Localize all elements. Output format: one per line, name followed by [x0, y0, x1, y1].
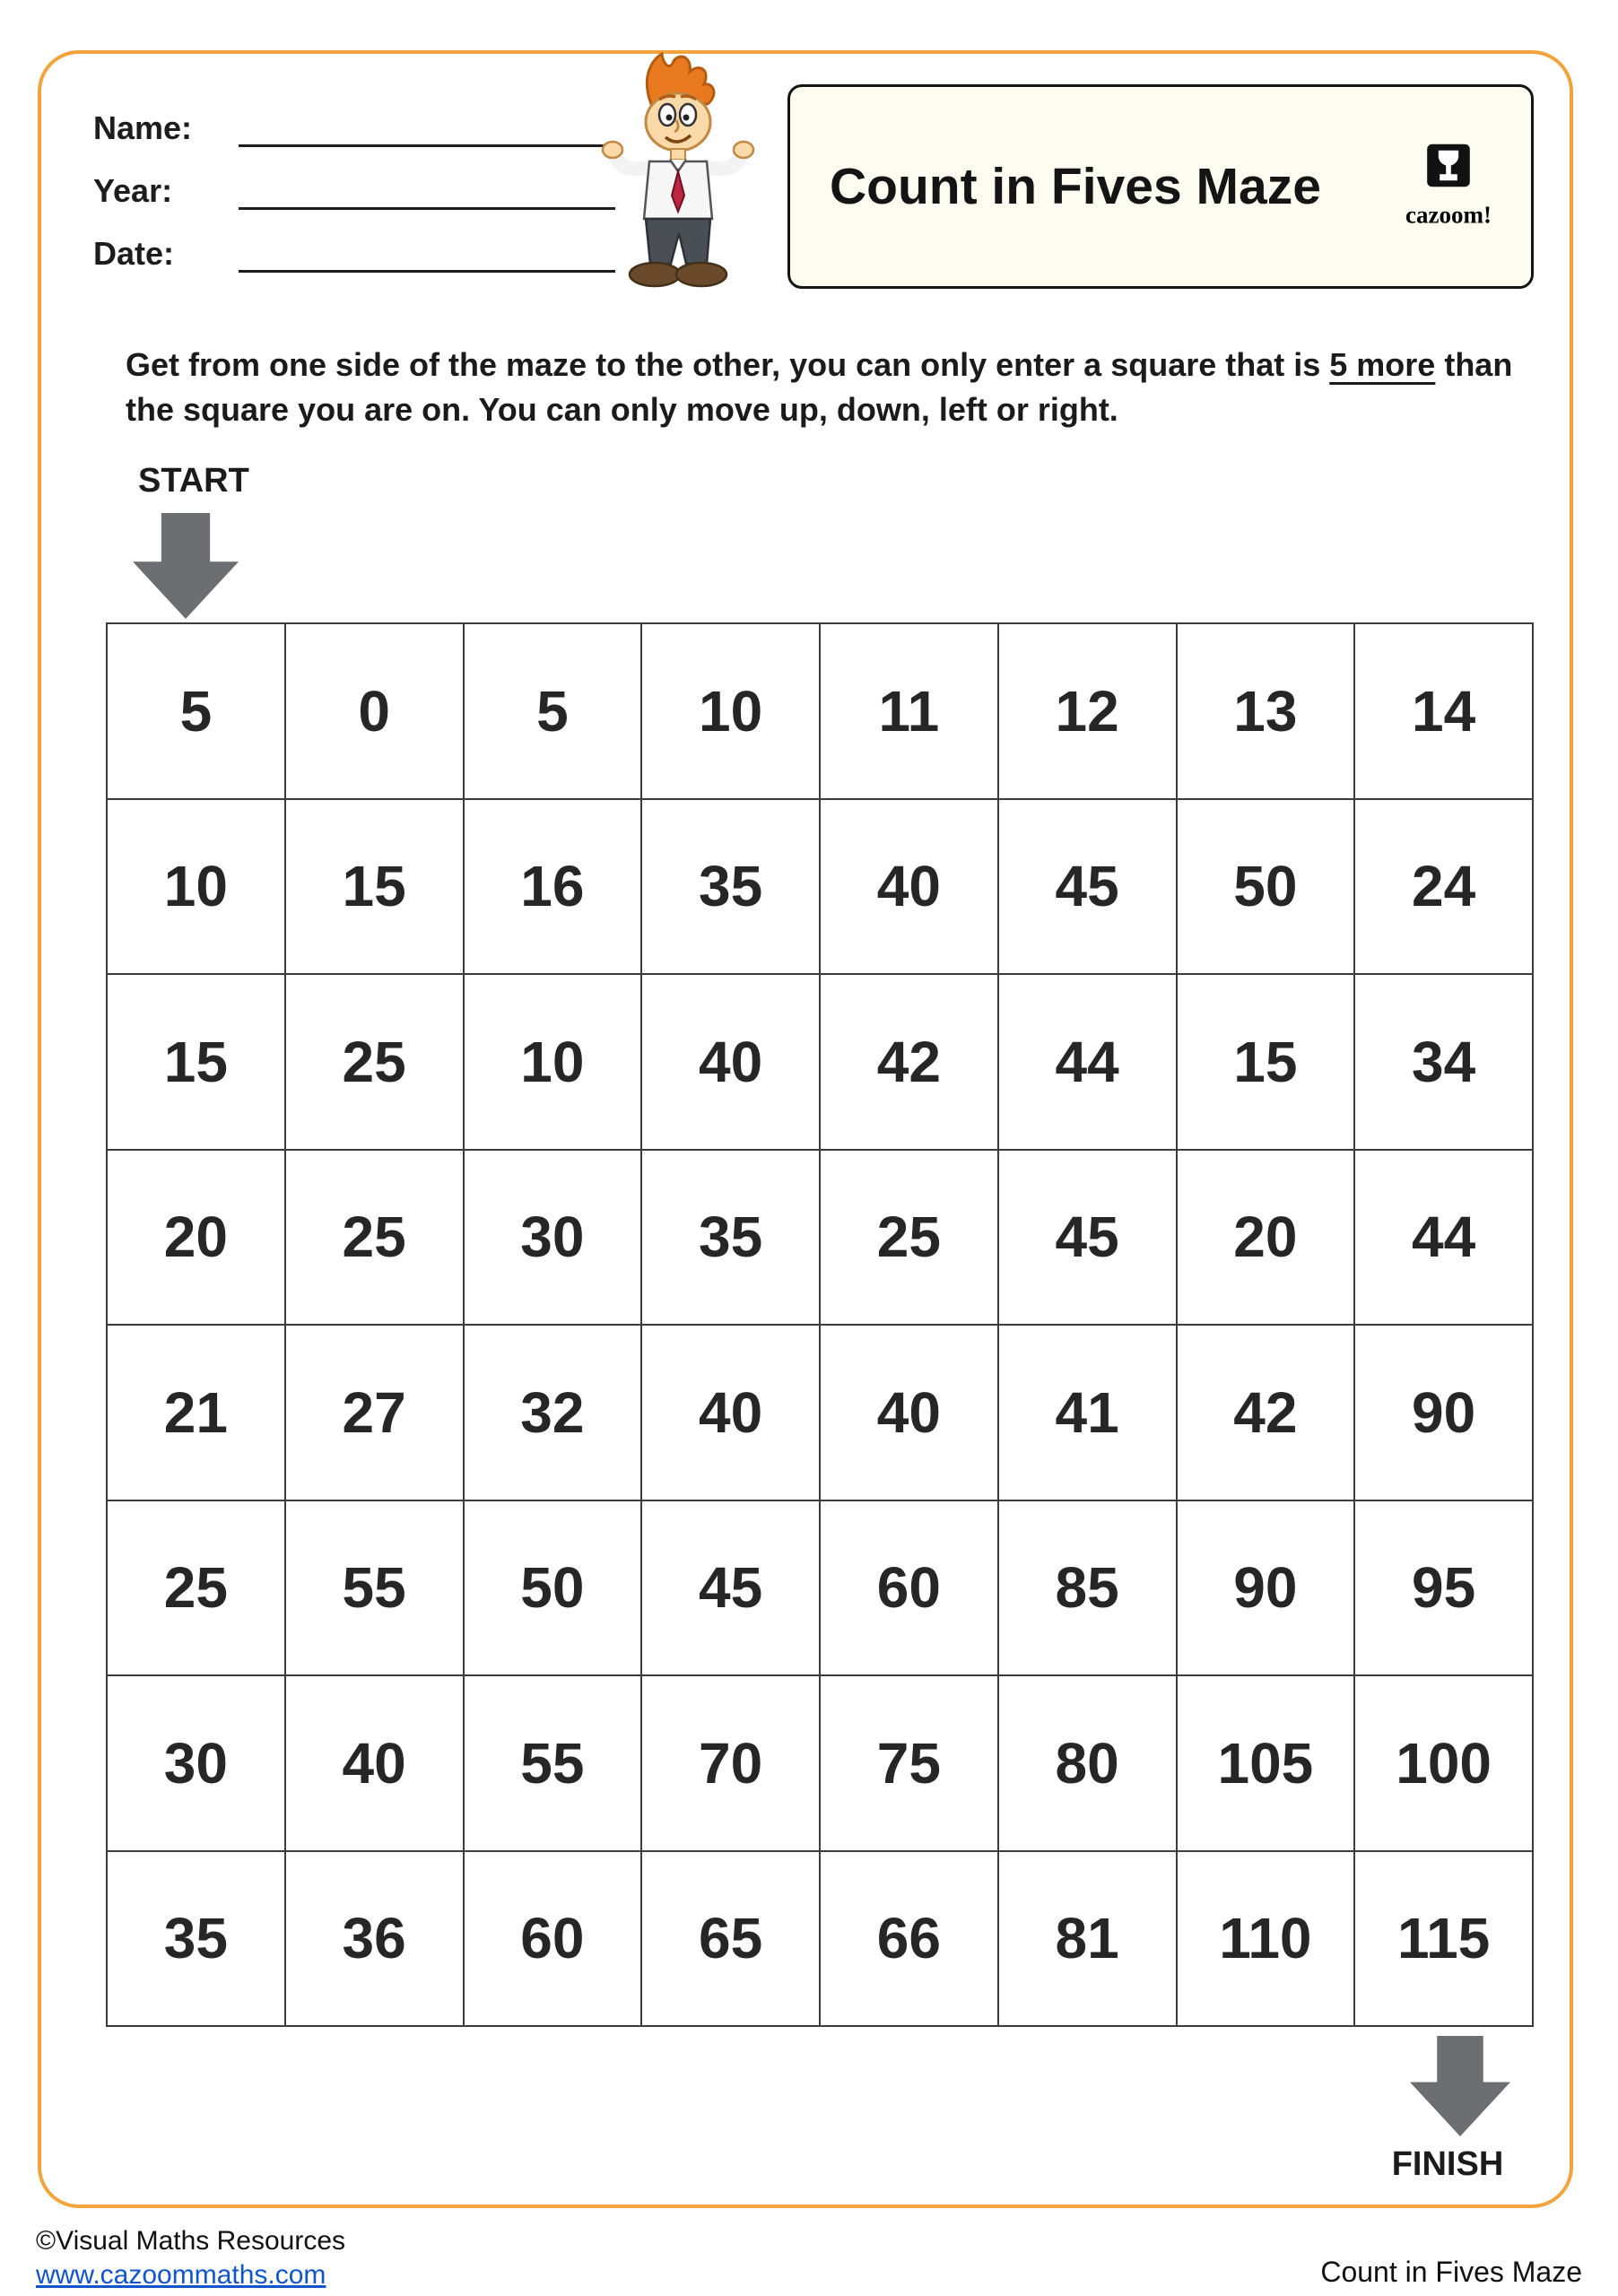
maze-cell: 32 — [464, 1325, 642, 1500]
right-hand — [734, 142, 753, 158]
maze-cell: 66 — [820, 1851, 998, 2027]
instructions-underlined: 5 more — [1329, 346, 1436, 383]
maze-cell: 5 — [107, 623, 285, 799]
left-pupil — [666, 115, 673, 121]
cartoon-character-icon — [579, 52, 771, 296]
right-pupil — [683, 115, 690, 121]
maze-cell: 70 — [641, 1675, 820, 1851]
student-info-fields — [93, 100, 615, 289]
maze-cell: 12 — [998, 623, 1177, 799]
maze-cell: 27 — [285, 1325, 464, 1500]
instructions-after: than the square you are on. You can only move up, down, left or right. — [126, 346, 1513, 429]
year-label: Year: — [93, 172, 173, 209]
maze-cell: 81 — [998, 1851, 1177, 2027]
maze-cell: 40 — [285, 1675, 464, 1851]
finish-label: FINISH — [1391, 2145, 1504, 2183]
maze-cell: 35 — [641, 1150, 820, 1326]
maze-cell: 20 — [107, 1150, 285, 1326]
maze-cell: 14 — [1354, 623, 1533, 799]
year-field-row — [93, 163, 615, 210]
maze-cell: 50 — [464, 1500, 642, 1676]
date-field-row — [93, 226, 615, 273]
maze-cell: 10 — [107, 799, 285, 975]
maze-cell: 110 — [1177, 1851, 1355, 2027]
instructions-before: Get from one side of the maze to the other, you can only enter a square that is — [126, 346, 1330, 383]
maze-cell: 90 — [1177, 1500, 1355, 1676]
page-footer — [36, 2226, 1582, 2291]
maze-cell: 11 — [820, 623, 998, 799]
right-shoe — [676, 263, 726, 286]
maze-cell: 41 — [998, 1325, 1177, 1500]
maze-grid — [106, 622, 1534, 2027]
worksheet-title: Count in Fives Maze — [830, 158, 1321, 215]
maze-cell: 100 — [1354, 1675, 1533, 1851]
maze-cell: 105 — [1177, 1675, 1355, 1851]
right-arm — [707, 156, 741, 169]
cartoon-character — [579, 52, 771, 296]
maze-cell: 25 — [285, 974, 464, 1150]
maze-cell: 40 — [820, 799, 998, 975]
maze-cell: 10 — [464, 974, 642, 1150]
maze-cell: 40 — [641, 974, 820, 1150]
left-arm — [615, 156, 649, 169]
footer-left — [36, 2226, 345, 2291]
maze-cell: 30 — [464, 1150, 642, 1326]
right-eye — [680, 104, 696, 126]
title-box — [787, 84, 1534, 289]
maze-cell: 42 — [820, 974, 998, 1150]
maze-cell: 15 — [285, 799, 464, 975]
maze-cell: 90 — [1354, 1325, 1533, 1500]
maze-cell: 0 — [285, 623, 464, 799]
cazoom-logo — [1405, 144, 1492, 230]
maze-cell: 35 — [641, 799, 820, 975]
date-blank-line — [239, 234, 615, 273]
maze-cell: 15 — [1177, 974, 1355, 1150]
maze-cell: 95 — [1354, 1500, 1533, 1676]
maze-cell: 10 — [641, 623, 820, 799]
maze-cell: 15 — [107, 974, 285, 1150]
maze-cell: 60 — [820, 1500, 998, 1676]
start-label: START — [138, 462, 249, 500]
maze-cell: 36 — [285, 1851, 464, 2027]
maze-cell: 5 — [464, 623, 642, 799]
website-link[interactable]: www.cazoommaths.com — [36, 2260, 326, 2290]
left-shoe — [630, 263, 680, 286]
maze-cell: 25 — [285, 1150, 464, 1326]
maze-cell: 75 — [820, 1675, 998, 1851]
name-blank-line — [239, 109, 615, 147]
maze-cell: 40 — [820, 1325, 998, 1500]
trousers — [646, 219, 710, 264]
left-hand — [603, 142, 622, 158]
left-eye — [659, 104, 675, 126]
maze-cell: 55 — [464, 1675, 642, 1851]
instructions-text — [126, 343, 1525, 433]
name-field-row — [93, 100, 615, 147]
maze-cell: 50 — [1177, 799, 1355, 975]
maze-cell: 35 — [107, 1851, 285, 2027]
footer-doc-title: Count in Fives Maze — [1320, 2256, 1582, 2288]
maze-cell: 25 — [820, 1150, 998, 1326]
maze-cell: 115 — [1354, 1851, 1533, 2027]
maze-cell: 42 — [1177, 1325, 1355, 1500]
year-blank-line — [239, 171, 615, 210]
maze-cell: 45 — [998, 799, 1177, 975]
maze-cell: 16 — [464, 799, 642, 975]
maze-cell: 30 — [107, 1675, 285, 1851]
cazoom-logo-icon — [1423, 144, 1474, 200]
maze-cell: 85 — [998, 1500, 1177, 1676]
maze-cell: 13 — [1177, 623, 1355, 799]
cazoom-logo-text: cazoom! — [1405, 201, 1492, 229]
maze-cell: 45 — [998, 1150, 1177, 1326]
maze-cell: 44 — [998, 974, 1177, 1150]
maze-cell: 60 — [464, 1851, 642, 2027]
maze-cell: 80 — [998, 1675, 1177, 1851]
maze-cell: 44 — [1354, 1150, 1533, 1326]
maze-cell: 34 — [1354, 974, 1533, 1150]
maze-cell: 40 — [641, 1325, 820, 1500]
date-label: Date: — [93, 235, 175, 272]
maze-cell: 55 — [285, 1500, 464, 1676]
maze-cell: 21 — [107, 1325, 285, 1500]
neck — [671, 149, 685, 160]
maze-cell: 20 — [1177, 1150, 1355, 1326]
maze-cell: 45 — [641, 1500, 820, 1676]
name-label: Name: — [93, 109, 193, 146]
copyright-text: ©Visual Maths Resources — [36, 2226, 346, 2256]
maze-cell: 25 — [107, 1500, 285, 1676]
maze-cell: 24 — [1354, 799, 1533, 975]
maze-cell: 65 — [641, 1851, 820, 2027]
